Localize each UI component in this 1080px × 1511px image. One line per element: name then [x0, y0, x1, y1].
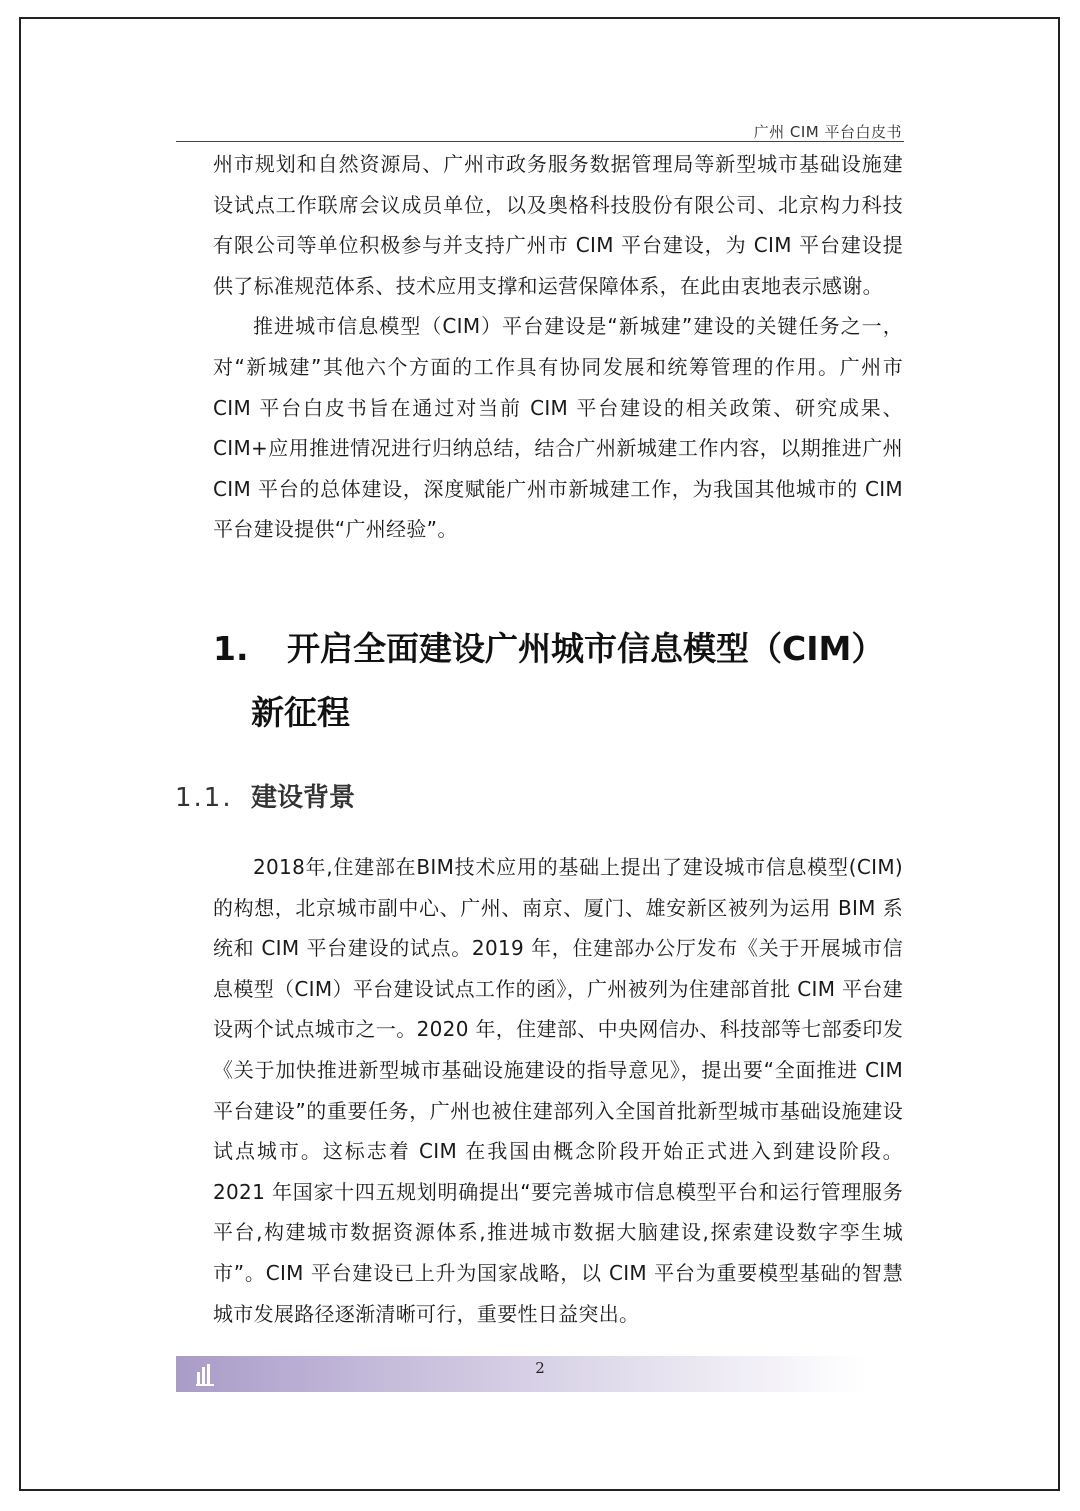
running-header: 广州 CIM 平台白皮书	[753, 123, 902, 141]
section-title-line2: 新征程	[251, 693, 350, 732]
header-rule	[176, 141, 904, 142]
intro-section	[213, 144, 903, 550]
page-number: 2	[535, 1359, 545, 1377]
intro-paragraph: 推进城市信息模型（CIM）平台建设是“新城建”建设的关键任务之一，对“新城建”其他六个方面的工作具有协同发展和统筹管理的作用。广州市 CIM 平台白皮书旨在通过对当前 CIM 平台建设的相关政策、研究成果、CIM+应用推进情况进行归纳总结，结合广州新城建工作内容，以期推进广州 CIM 平台的总体建设，深度赋能广州市新城建工作，为我国其他城市的 CIM 平台建设提供“广州经验”。	[213, 314, 903, 542]
section-number: 1.	[213, 629, 249, 668]
section-title-line1: 开启全面建设广州城市信息模型（CIM）	[287, 629, 885, 668]
subsection-number: 1.1.	[175, 783, 233, 813]
section-heading	[213, 617, 903, 745]
background-paragraph: 2018年,住建部在BIM技术应用的基础上提出了建设城市信息模型(CIM)的构想，北京城市副中心、广州、南京、厦门、雄安新区被列为运用 BIM 系统和 CIM 平台建设的试点。2019 年，住建部办公厅发布《关于开展城市信息模型（CIM）平台建设试点工作的函》，广州被列为住建部首批 CIM 平台建设两个试点城市之一。2020 年，住建部、中央网信办、科技部等七部委印发《关于加快推进新型城市基础设施建设的指导意见》，提出要“全面推进 CIM 平台建设”的重要任务，广州也被住建部列入全国首批新型城市基础设施建设试点城市。这标志着 CIM 在我国由概念阶段开始正式进入到建设阶段。2021 年国家十四五规划明确提出“要完善城市信息模型平台和运行管理服务平台,构建城市数据资源体系,推进城市数据大脑建设,探索建设数字孪生城市”。CIM 平台建设已上升为国家战略，以 CIM 平台为重要模型基础的智慧城市发展路径逐渐清晰可行，重要性日益突出。	[213, 855, 903, 1326]
intro-paragraph-continued: 州市规划和自然资源局、广州市政务服务数据管理局等新型城市基础设施建设试点工作联席会议成员单位，以及奥格科技股份有限公司、北京构力科技有限公司等单位积极参与并支持广州市 CIM 平台建设，为 CIM 平台建设提供了标准规范体系、技术应用支撑和运营保障体系，在此由衷地表示感谢。	[213, 152, 903, 298]
background-section	[213, 847, 903, 1334]
subsection-heading	[175, 776, 355, 820]
subsection-title: 建设背景	[251, 783, 356, 813]
